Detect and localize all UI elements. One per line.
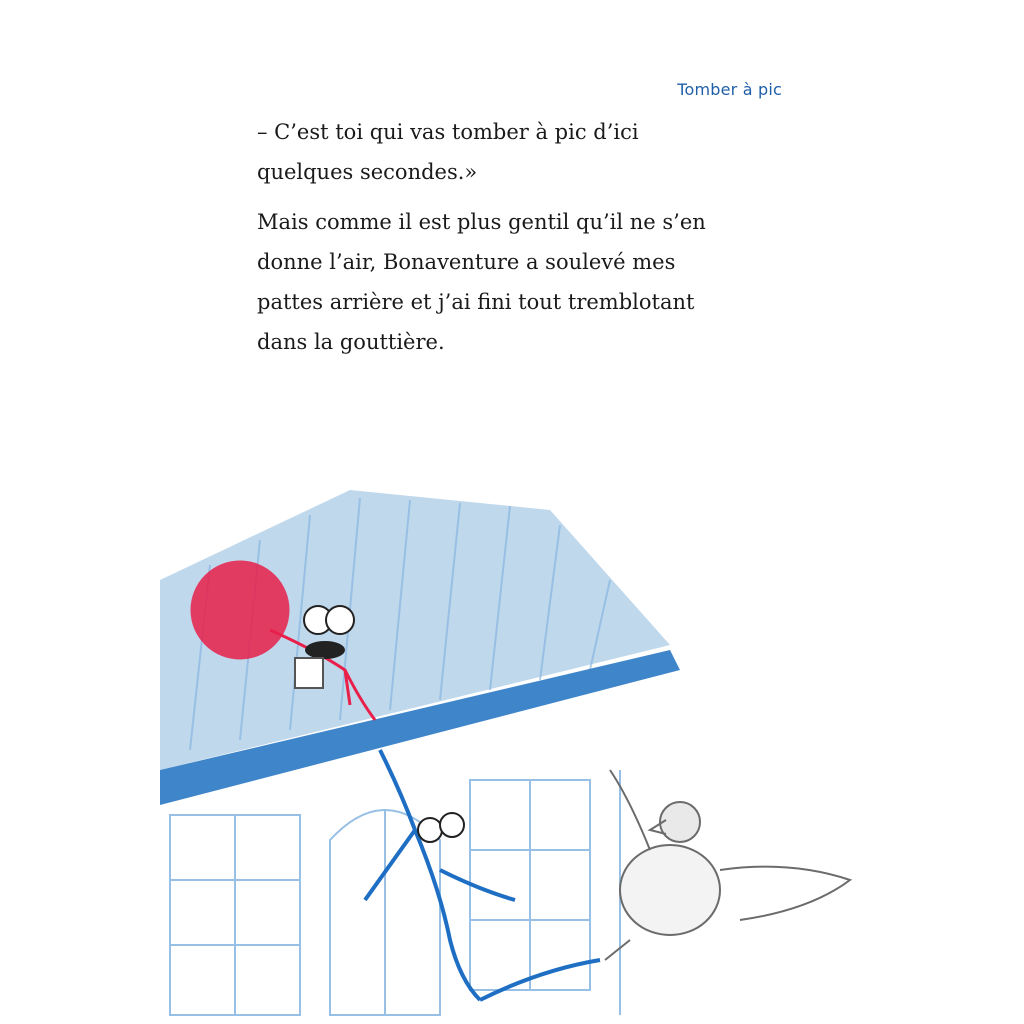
paragraph-1: – C’est toi qui vas tomber à pic d’ici quelques secondes.» — [257, 120, 639, 184]
illustration — [150, 470, 870, 1024]
blue-creature — [365, 750, 600, 1000]
facade — [170, 770, 620, 1015]
body-text — [257, 112, 727, 372]
bird — [605, 770, 850, 960]
paragraph-2: Mais comme il est plus gentil qu’il ne s’en donne l’air, Bonaventure a soulevé mes pattes arrière et j’ai fini tout tremblotant dans la gouttière. — [257, 210, 706, 354]
running-head: Tomber à pic — [677, 80, 782, 99]
